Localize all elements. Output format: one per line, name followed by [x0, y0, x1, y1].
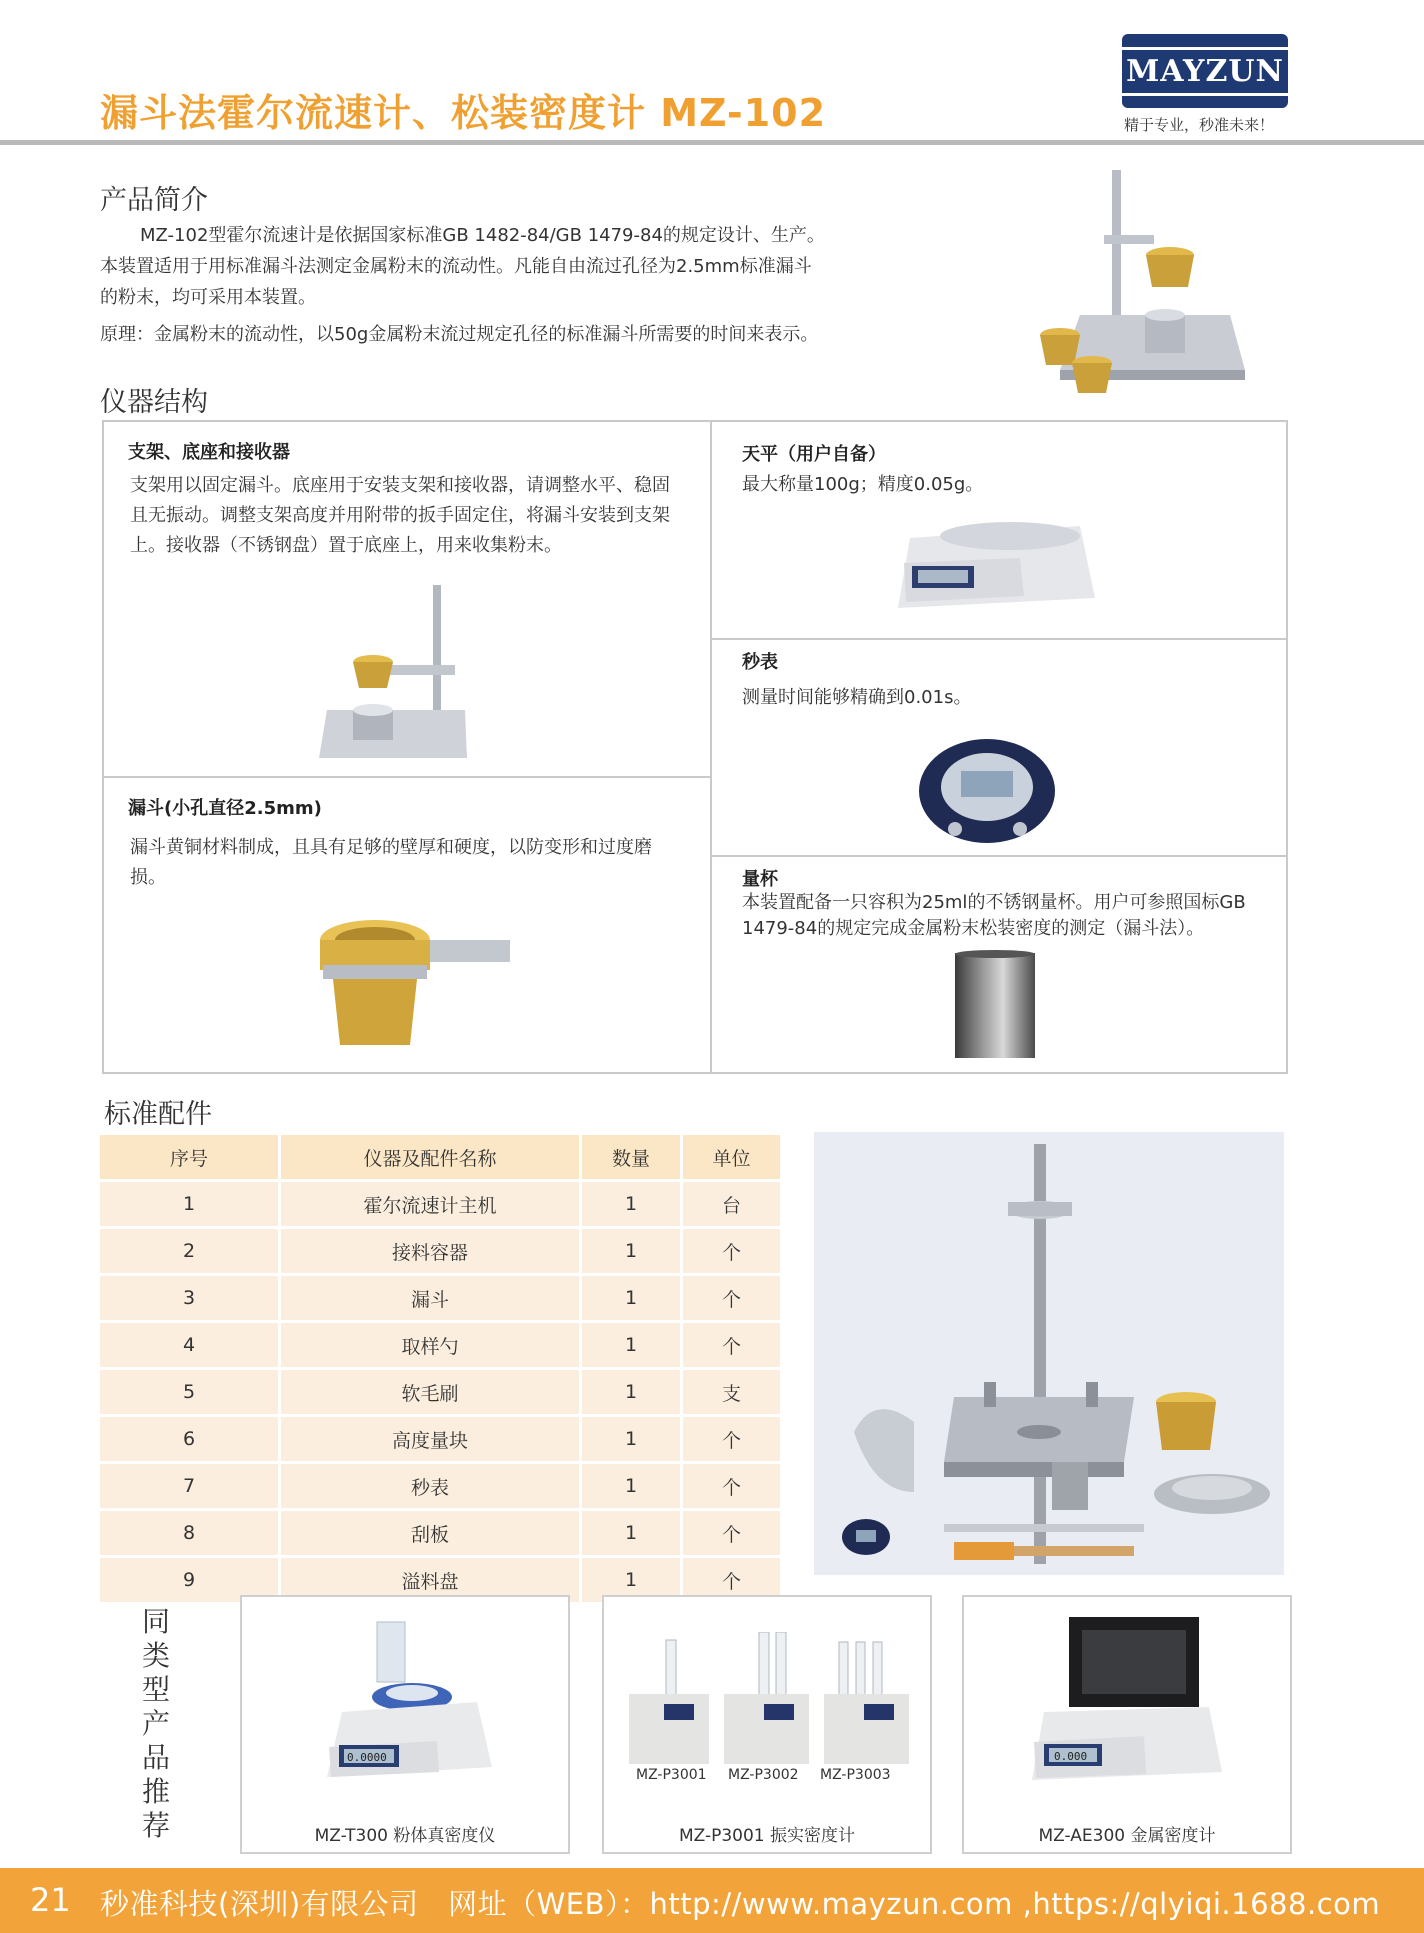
balance-title: 天平（用户自备）: [742, 444, 886, 465]
stopwatch-title: 秒表: [742, 652, 778, 673]
recommend-card-3[interactable]: [962, 1595, 1292, 1854]
balance-text: 最大称量100g；精度0.05g。: [742, 474, 984, 495]
cell-qty: 1: [579, 1464, 680, 1508]
cell-name: 漏斗: [278, 1276, 579, 1320]
stopwatch-photo: [915, 725, 1065, 850]
accessories-photo: [814, 1132, 1284, 1575]
model-label-1: MZ-P3001: [636, 1767, 707, 1783]
title-divider: [0, 140, 1424, 145]
intro-paragraph-3: 的粉末，均可采用本装置。: [100, 287, 316, 308]
col-header-unit: 单位: [680, 1135, 780, 1179]
table-row: [100, 1417, 780, 1461]
cell-qty: 1: [579, 1276, 680, 1320]
recommend-caption-2: MZ-P3001 振实密度计: [678, 1826, 856, 1846]
metal-density-display: 0.000: [1054, 1750, 1088, 1763]
recommend-card-1[interactable]: [240, 1595, 570, 1854]
cell-unit: 个: [680, 1417, 780, 1461]
table-row: [100, 1370, 780, 1414]
cell-name: 秒表: [278, 1464, 579, 1508]
cell-index: 2: [100, 1229, 278, 1273]
structure-heading: 仪器结构: [100, 387, 208, 418]
accessories-table: [100, 1132, 780, 1605]
footer-company-web[interactable]: 秒准科技(深圳)有限公司 网址（WEB）：http://www.mayzun.com ,https://qlyiqi.1688.com: [100, 1887, 1381, 1921]
cell-index: 1: [100, 1182, 278, 1226]
model-label-2: MZ-P3002: [728, 1767, 799, 1783]
tap-density-meters-photo: [624, 1632, 914, 1772]
cell-unit: 台: [680, 1182, 780, 1226]
cell-index: 7: [100, 1464, 278, 1508]
intro-text: [100, 220, 920, 350]
table-row: [100, 1323, 780, 1367]
cell-name: 软毛刷: [278, 1370, 579, 1414]
funnel-title: 漏斗(小孔直径2.5mm): [128, 798, 322, 819]
table-row: [100, 1511, 780, 1555]
cell-name: 霍尔流速计主机: [278, 1182, 579, 1226]
page-number: 21: [30, 1881, 71, 1919]
cell-unit: 支: [680, 1370, 780, 1414]
cell-qty: 1: [579, 1511, 680, 1555]
intro-paragraph-1: MZ-102型霍尔流速计是依据国家标准GB 1482-84/GB 1479-84的规定设计、生产。: [140, 225, 825, 246]
cell-unit: 个: [680, 1323, 780, 1367]
cell-qty: 1: [579, 1182, 680, 1226]
table-row: [100, 1276, 780, 1320]
cell-unit: 个: [680, 1558, 780, 1602]
cup-title: 量杯: [742, 869, 778, 890]
table-header-row: [100, 1135, 780, 1179]
true-density-display: 0.0000: [347, 1751, 387, 1764]
cell-index: 8: [100, 1511, 278, 1555]
funnel-text: 漏斗黄铜材料制成，且具有足够的壁厚和硬度，以防变形和过度磨损。: [130, 837, 652, 888]
cell-name: 接料容器: [278, 1229, 579, 1273]
cup-text: 本装置配备一只容积为25ml的不锈钢量杯。用户可参照国标GB 1479-84的规定完成金属粉末松装密度的测定（漏斗法）。: [742, 892, 1246, 939]
cell-name: 刮板: [278, 1511, 579, 1555]
model-label-3: MZ-P3003: [820, 1767, 891, 1783]
cell-index: 9: [100, 1558, 278, 1602]
cell-index: 3: [100, 1276, 278, 1320]
cell-qty: 1: [579, 1370, 680, 1414]
cell-qty: 1: [579, 1323, 680, 1367]
grid-divider-right-2: [712, 855, 1286, 857]
grid-divider-vertical: [710, 420, 712, 1074]
recommend-vertical-label: 同类型产品推荐: [141, 1605, 170, 1842]
cell-qty: 1: [579, 1558, 680, 1602]
cell-qty: 1: [579, 1417, 680, 1461]
metal-density-meter-photo: [1024, 1612, 1224, 1792]
grid-divider-right-1: [712, 638, 1286, 640]
product-photo: [1020, 165, 1250, 410]
table-row: [100, 1229, 780, 1273]
grid-divider-left: [102, 776, 710, 778]
cell-qty: 1: [579, 1229, 680, 1273]
recommend-caption-3: MZ-AE300 金属密度计: [1038, 1826, 1216, 1846]
accessories-heading: 标准配件: [104, 1099, 212, 1130]
cell-unit: 个: [680, 1511, 780, 1555]
intro-principle: 原理：金属粉末的流动性，以50g金属粉末流过规定孔径的标准漏斗所需要的时间来表示。: [100, 324, 819, 345]
cell-index: 6: [100, 1417, 278, 1461]
intro-heading: 产品简介: [100, 185, 208, 216]
stand-text: 支架用以固定漏斗。底座用于安装支架和接收器，请调整水平、稳固且无振动。调整支架高度并用附带的扳手固定住，将漏斗安装到支架上。接收器（不锈钢盘）置于底座上，用来收集粉末。: [130, 475, 670, 556]
page-title: 漏斗法霍尔流速计、松装密度计 MZ-102: [100, 91, 827, 135]
col-header-name: 仪器及配件名称: [278, 1135, 579, 1179]
stand-title: 支架、底座和接收器: [128, 442, 290, 463]
brand-slogan: 精于专业，秒准未来！: [1124, 116, 1275, 134]
brand-logo: [1122, 34, 1288, 108]
cell-name: 溢料盘: [278, 1558, 579, 1602]
stand-photo: [315, 580, 475, 765]
funnel-photo: [315, 910, 515, 1065]
stopwatch-text: 测量时间能够精确到0.01s。: [742, 687, 972, 708]
cell-name: 取样勺: [278, 1323, 579, 1367]
cell-unit: 个: [680, 1464, 780, 1508]
table-row: [100, 1464, 780, 1508]
footer-bar: [0, 1868, 1424, 1933]
recommend-caption-1: MZ-T300 粉体真密度仪: [314, 1826, 496, 1846]
cell-unit: 个: [680, 1229, 780, 1273]
recommend-card-2[interactable]: [602, 1595, 932, 1854]
logo-text: MAYZUN: [1115, 47, 1295, 96]
cell-index: 4: [100, 1323, 278, 1367]
cup-photo: [950, 948, 1040, 1063]
table-row: [100, 1182, 780, 1226]
cell-name: 高度量块: [278, 1417, 579, 1461]
true-density-meter-photo: [317, 1617, 497, 1787]
col-header-index: 序号: [100, 1135, 278, 1179]
cell-unit: 个: [680, 1276, 780, 1320]
cell-index: 5: [100, 1370, 278, 1414]
intro-paragraph-2: 本装置适用于用标准漏斗法测定金属粉末的流动性。凡能自由流过孔径为2.5mm标准漏斗: [100, 256, 812, 277]
col-header-qty: 数量: [579, 1135, 680, 1179]
balance-photo: [890, 508, 1100, 618]
